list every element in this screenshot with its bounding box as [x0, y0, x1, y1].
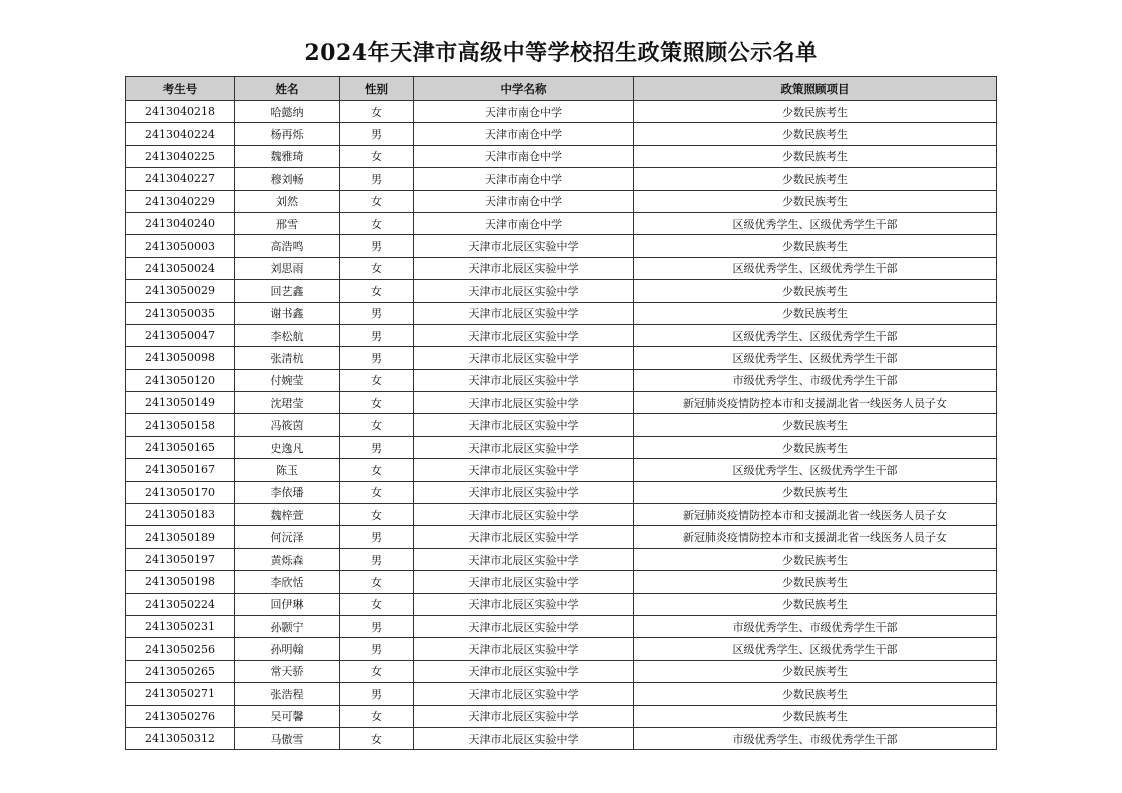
cell-policy: 少数民族考生	[634, 123, 997, 145]
table-row	[126, 571, 997, 593]
cell-gender: 男	[340, 436, 414, 458]
table-row	[126, 392, 997, 414]
cell-school: 天津市北辰区实验中学	[414, 638, 634, 660]
cell-school: 天津市北辰区实验中学	[414, 571, 634, 593]
cell-policy: 少数民族考生	[634, 705, 997, 727]
cell-exam-id: 2413050312	[126, 727, 235, 749]
cell-school: 天津市北辰区实验中学	[414, 280, 634, 302]
cell-exam-id: 2413040225	[126, 145, 235, 167]
header-exam-id: 考生号	[126, 77, 235, 101]
cell-gender: 女	[340, 392, 414, 414]
cell-gender: 女	[340, 571, 414, 593]
cell-exam-id: 2413050167	[126, 459, 235, 481]
cell-exam-id: 2413050276	[126, 705, 235, 727]
cell-gender: 男	[340, 526, 414, 548]
cell-gender: 女	[340, 190, 414, 212]
table-row	[126, 615, 997, 637]
cell-gender: 男	[340, 168, 414, 190]
cell-exam-id: 2413050189	[126, 526, 235, 548]
cell-name: 刘思雨	[235, 257, 340, 279]
cell-exam-id: 2413050224	[126, 593, 235, 615]
cell-exam-id: 2413050047	[126, 324, 235, 346]
table-row	[126, 168, 997, 190]
cell-exam-id: 2413040224	[126, 123, 235, 145]
cell-name: 杨再烁	[235, 123, 340, 145]
cell-policy: 区级优秀学生、区级优秀学生干部	[634, 212, 997, 234]
cell-policy: 新冠肺炎疫情防控本市和支援湖北省一线医务人员子女	[634, 504, 997, 526]
cell-name: 黄烁森	[235, 548, 340, 570]
cell-exam-id: 2413050256	[126, 638, 235, 660]
cell-policy: 少数民族考生	[634, 683, 997, 705]
table-row	[126, 235, 997, 257]
cell-gender: 女	[340, 504, 414, 526]
cell-exam-id: 2413050029	[126, 280, 235, 302]
cell-exam-id: 2413040227	[126, 168, 235, 190]
cell-gender: 女	[340, 660, 414, 682]
header-gender: 性别	[340, 77, 414, 101]
cell-school: 天津市北辰区实验中学	[414, 324, 634, 346]
cell-school: 天津市北辰区实验中学	[414, 548, 634, 570]
cell-exam-id: 2413050271	[126, 683, 235, 705]
cell-name: 李松航	[235, 324, 340, 346]
cell-gender: 女	[340, 593, 414, 615]
table-row	[126, 481, 997, 503]
cell-school: 天津市北辰区实验中学	[414, 660, 634, 682]
table-row	[126, 459, 997, 481]
cell-school: 天津市北辰区实验中学	[414, 414, 634, 436]
cell-policy: 少数民族考生	[634, 101, 997, 123]
cell-policy: 市级优秀学生、市级优秀学生干部	[634, 615, 997, 637]
cell-policy: 区级优秀学生、区级优秀学生干部	[634, 257, 997, 279]
cell-gender: 男	[340, 235, 414, 257]
cell-exam-id: 2413050198	[126, 571, 235, 593]
cell-school: 天津市北辰区实验中学	[414, 235, 634, 257]
cell-name: 李欣恬	[235, 571, 340, 593]
cell-policy: 少数民族考生	[634, 235, 997, 257]
cell-exam-id: 2413050003	[126, 235, 235, 257]
cell-name: 张浩程	[235, 683, 340, 705]
cell-gender: 女	[340, 257, 414, 279]
cell-exam-id: 2413050098	[126, 347, 235, 369]
cell-name: 高浩鸣	[235, 235, 340, 257]
cell-school: 天津市北辰区实验中学	[414, 593, 634, 615]
table-row	[126, 504, 997, 526]
cell-gender: 男	[340, 324, 414, 346]
cell-school: 天津市北辰区实验中学	[414, 302, 634, 324]
cell-policy: 少数民族考生	[634, 280, 997, 302]
cell-gender: 男	[340, 638, 414, 660]
cell-name: 魏雅琦	[235, 145, 340, 167]
cell-school: 天津市北辰区实验中学	[414, 504, 634, 526]
table-row	[126, 593, 997, 615]
cell-exam-id: 2413050149	[126, 392, 235, 414]
cell-school: 天津市北辰区实验中学	[414, 436, 634, 458]
cell-school: 天津市南仓中学	[414, 101, 634, 123]
cell-school: 天津市南仓中学	[414, 145, 634, 167]
cell-policy: 区级优秀学生、区级优秀学生干部	[634, 459, 997, 481]
table-row	[126, 727, 997, 749]
cell-name: 常天骄	[235, 660, 340, 682]
cell-school: 天津市南仓中学	[414, 123, 634, 145]
cell-policy: 区级优秀学生、区级优秀学生干部	[634, 638, 997, 660]
table-row	[126, 302, 997, 324]
cell-gender: 男	[340, 347, 414, 369]
header-policy: 政策照顾项目	[634, 77, 997, 101]
table-row	[126, 123, 997, 145]
table-row	[126, 257, 997, 279]
cell-gender: 女	[340, 101, 414, 123]
cell-school: 天津市北辰区实验中学	[414, 526, 634, 548]
cell-gender: 女	[340, 280, 414, 302]
cell-policy: 市级优秀学生、市级优秀学生干部	[634, 369, 997, 391]
cell-policy: 少数民族考生	[634, 571, 997, 593]
cell-school: 天津市南仓中学	[414, 212, 634, 234]
cell-gender: 男	[340, 302, 414, 324]
cell-exam-id: 2413050024	[126, 257, 235, 279]
cell-exam-id: 2413040218	[126, 101, 235, 123]
cell-exam-id: 2413050170	[126, 481, 235, 503]
table-row	[126, 548, 997, 570]
cell-policy: 少数民族考生	[634, 660, 997, 682]
cell-name: 何沅泽	[235, 526, 340, 548]
cell-exam-id: 2413050265	[126, 660, 235, 682]
cell-name: 冯筱茵	[235, 414, 340, 436]
cell-policy: 少数民族考生	[634, 168, 997, 190]
table-body	[126, 101, 997, 750]
table-row	[126, 526, 997, 548]
cell-policy: 新冠肺炎疫情防控本市和支援湖北省一线医务人员子女	[634, 526, 997, 548]
cell-exam-id: 2413050165	[126, 436, 235, 458]
table-row	[126, 347, 997, 369]
cell-gender: 男	[340, 683, 414, 705]
cell-school: 天津市北辰区实验中学	[414, 683, 634, 705]
cell-policy: 市级优秀学生、市级优秀学生干部	[634, 727, 997, 749]
table-row	[126, 324, 997, 346]
cell-name: 付婉莹	[235, 369, 340, 391]
cell-gender: 女	[340, 414, 414, 436]
cell-gender: 男	[340, 548, 414, 570]
cell-policy: 少数民族考生	[634, 436, 997, 458]
cell-gender: 女	[340, 481, 414, 503]
cell-school: 天津市北辰区实验中学	[414, 459, 634, 481]
table-row	[126, 660, 997, 682]
cell-name: 回伊琳	[235, 593, 340, 615]
page-title: 2024年天津市高级中等学校招生政策照顾公示名单	[304, 40, 818, 66]
cell-school: 天津市北辰区实验中学	[414, 727, 634, 749]
cell-school: 天津市北辰区实验中学	[414, 257, 634, 279]
cell-name: 邢雪	[235, 212, 340, 234]
cell-exam-id: 2413050035	[126, 302, 235, 324]
cell-name: 谢书鑫	[235, 302, 340, 324]
table-row	[126, 212, 997, 234]
cell-exam-id: 2413040240	[126, 212, 235, 234]
cell-name: 史逸凡	[235, 436, 340, 458]
cell-gender: 女	[340, 145, 414, 167]
cell-name: 李依璠	[235, 481, 340, 503]
table-row	[126, 280, 997, 302]
cell-exam-id: 2413050120	[126, 369, 235, 391]
cell-policy: 少数民族考生	[634, 414, 997, 436]
table-row	[126, 414, 997, 436]
cell-gender: 男	[340, 123, 414, 145]
cell-name: 哈懿纳	[235, 101, 340, 123]
cell-exam-id: 2413050183	[126, 504, 235, 526]
cell-name: 孙颢宁	[235, 615, 340, 637]
table-row	[126, 101, 997, 123]
cell-gender: 女	[340, 212, 414, 234]
cell-school: 天津市北辰区实验中学	[414, 615, 634, 637]
cell-exam-id: 2413050231	[126, 615, 235, 637]
cell-name: 沈珺莹	[235, 392, 340, 414]
table-row	[126, 145, 997, 167]
cell-gender: 女	[340, 459, 414, 481]
cell-school: 天津市北辰区实验中学	[414, 481, 634, 503]
roster-table	[125, 76, 997, 750]
cell-school: 天津市北辰区实验中学	[414, 369, 634, 391]
cell-school: 天津市北辰区实验中学	[414, 705, 634, 727]
cell-exam-id: 2413050197	[126, 548, 235, 570]
cell-exam-id: 2413050158	[126, 414, 235, 436]
cell-name: 魏梓萱	[235, 504, 340, 526]
table-row	[126, 436, 997, 458]
table-row	[126, 683, 997, 705]
cell-gender: 女	[340, 727, 414, 749]
cell-policy: 少数民族考生	[634, 190, 997, 212]
cell-name: 穆刘畅	[235, 168, 340, 190]
cell-name: 回艺鑫	[235, 280, 340, 302]
cell-name: 马傲雪	[235, 727, 340, 749]
table-header-row	[126, 77, 997, 101]
cell-gender: 女	[340, 369, 414, 391]
table-row	[126, 705, 997, 727]
table-row	[126, 638, 997, 660]
cell-policy: 区级优秀学生、区级优秀学生干部	[634, 347, 997, 369]
header-school: 中学名称	[414, 77, 634, 101]
cell-name: 张清杭	[235, 347, 340, 369]
cell-policy: 新冠肺炎疫情防控本市和支援湖北省一线医务人员子女	[634, 392, 997, 414]
cell-gender: 女	[340, 705, 414, 727]
cell-policy: 区级优秀学生、区级优秀学生干部	[634, 324, 997, 346]
cell-school: 天津市南仓中学	[414, 168, 634, 190]
cell-name: 刘然	[235, 190, 340, 212]
cell-policy: 少数民族考生	[634, 548, 997, 570]
cell-policy: 少数民族考生	[634, 145, 997, 167]
cell-policy: 少数民族考生	[634, 593, 997, 615]
table-row	[126, 190, 997, 212]
table-row	[126, 369, 997, 391]
cell-name: 孙明翰	[235, 638, 340, 660]
cell-name: 陈玉	[235, 459, 340, 481]
cell-policy: 少数民族考生	[634, 481, 997, 503]
header-name: 姓名	[235, 77, 340, 101]
cell-school: 天津市北辰区实验中学	[414, 392, 634, 414]
cell-school: 天津市南仓中学	[414, 190, 634, 212]
cell-policy: 少数民族考生	[634, 302, 997, 324]
cell-school: 天津市北辰区实验中学	[414, 347, 634, 369]
cell-exam-id: 2413040229	[126, 190, 235, 212]
cell-name: 吴可馨	[235, 705, 340, 727]
cell-gender: 男	[340, 615, 414, 637]
